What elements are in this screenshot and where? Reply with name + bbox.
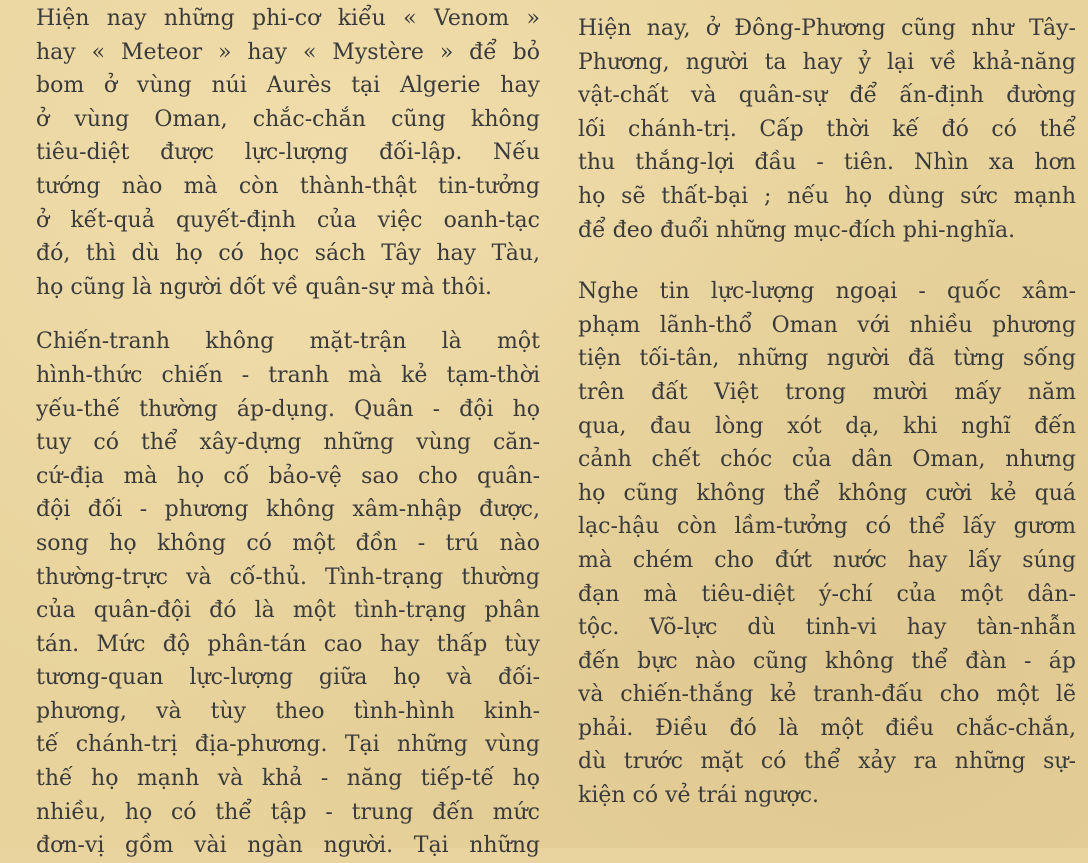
text-line: đội đối - phương không xâm-nhập được, xyxy=(36,497,540,523)
left-column xyxy=(36,0,540,863)
text-line: tiêu-diệt được lực-lượng đối-lập. Nếu xyxy=(36,140,540,166)
left-paragraph-1 xyxy=(36,0,540,304)
text-line: nhiều, họ có thể tập - trung đến mức xyxy=(36,799,540,825)
text-line: thường-trực và cố-thủ. Tình-trạng thường xyxy=(36,564,540,590)
text-line: để đeo đuổi những mục-đích phi-nghĩa. xyxy=(578,217,1016,243)
text-line: họ cũng không thể không cười kẻ quá xyxy=(578,480,1076,506)
text-line: kiện có vẻ trái ngược. xyxy=(578,783,820,809)
text-line: họ cũng là người dốt về quân-sự mà thôi. xyxy=(36,274,492,300)
text-line: cứ-địa mà họ cố bảo-vệ sao cho quân- xyxy=(36,463,540,489)
text-line: tiện tối-tân, những người đã từng sống xyxy=(578,346,1076,372)
text-line: phương, và tùy theo tình-hình kinh- xyxy=(36,698,540,724)
right-paragraph-2 xyxy=(578,247,1076,813)
text-line: thu thắng-lợi đầu - tiên. Nhìn xa hơn xyxy=(578,150,1076,176)
text-line: hình-thức chiến - tranh mà kẻ tạm-thời xyxy=(36,362,540,388)
text-line: Chiến-tranh không mặt-trận là một xyxy=(36,329,540,355)
text-line: dù trước mặt có thể xảy ra những sự- xyxy=(578,749,1076,775)
text-line: lối chánh-trị. Cấp thời kế đó có thể xyxy=(578,116,1076,142)
text-line: tương-quan lực-lượng giữa họ và đối- xyxy=(36,665,540,691)
text-line: trên đất Việt trong mười mấy năm xyxy=(578,379,1076,405)
text-line: Hiện nay những phi-cơ kiểu « Venom » xyxy=(36,6,540,31)
text-line: qua, đau lòng xót dạ, khi nghĩ đến xyxy=(578,413,1076,439)
text-line: yếu-thế thường áp-dụng. Quân - đội họ xyxy=(36,396,540,422)
text-line: ở kết-quả quyết-định của việc oanh-tạc xyxy=(36,207,540,233)
text-line: phạm lãnh-thổ Oman với nhiều phương xyxy=(578,312,1076,338)
text-line: bom ở vùng núi Aurès tại Algerie hay xyxy=(36,73,540,99)
text-line: đạn mà tiêu-diệt ý-chí của một dân- xyxy=(578,581,1076,607)
text-line: đơn-vị gồm vài ngàn người. Tại những xyxy=(36,833,540,859)
text-line: vật-chất và quân-sự để ấn-định đường xyxy=(578,83,1076,109)
text-line: tướng nào mà còn thành-thật tin-tưởng xyxy=(36,173,540,199)
text-line: tế chánh-trị địa-phương. Tại những vùng xyxy=(36,732,540,758)
text-line: Phương, người ta hay ỷ lại về khả-năng xyxy=(578,49,1076,75)
text-line: và chiến-thắng kẻ tranh-đấu cho một lẽ xyxy=(578,682,1076,708)
text-line: tuy có thể xây-dựng những vùng căn- xyxy=(36,430,540,456)
text-line: cảnh chết chóc của dân Oman, nhưng xyxy=(578,447,1076,473)
text-line: đến bực nào cũng không thể đàn - áp xyxy=(578,648,1076,674)
right-paragraph-1 xyxy=(578,0,1076,247)
text-line: ở vùng Oman, chắc-chắn cũng không xyxy=(36,106,540,132)
text-line: họ sẽ thất-bại ; nếu họ dùng sức mạnh xyxy=(578,183,1076,209)
text-line: hay « Meteor » hay « Mystère » để bỏ xyxy=(36,39,540,65)
text-line: Nghe tin lực-lượng ngoại - quốc xâm- xyxy=(578,279,1076,305)
text-line: mà chém cho đứt nước hay lấy súng xyxy=(578,547,1076,573)
text-line: đó, thì dù họ có học sách Tây hay Tàu, xyxy=(36,241,540,267)
left-paragraph-2 xyxy=(36,304,540,863)
text-line: Hiện nay, ở Đông-Phương cũng như Tây- xyxy=(578,16,1076,41)
text-line: tộc. Võ-lực dù tinh-vi hay tàn-nhẫn xyxy=(578,615,1076,641)
text-line: lạc-hậu còn lầm-tưởng có thể lấy gươm xyxy=(578,514,1076,540)
text-line: tán. Mức độ phân-tán cao hay thấp tùy xyxy=(36,631,540,657)
text-line: song họ không có một đồn - trú nào xyxy=(36,530,540,556)
right-column xyxy=(578,0,1076,813)
text-line: phải. Điều đó là một điều chắc-chắn, xyxy=(578,715,1076,741)
text-line: thế họ mạnh và khả - năng tiếp-tế họ xyxy=(36,766,540,792)
text-line: của quân-đội đó là một tình-trạng phân xyxy=(36,598,540,624)
